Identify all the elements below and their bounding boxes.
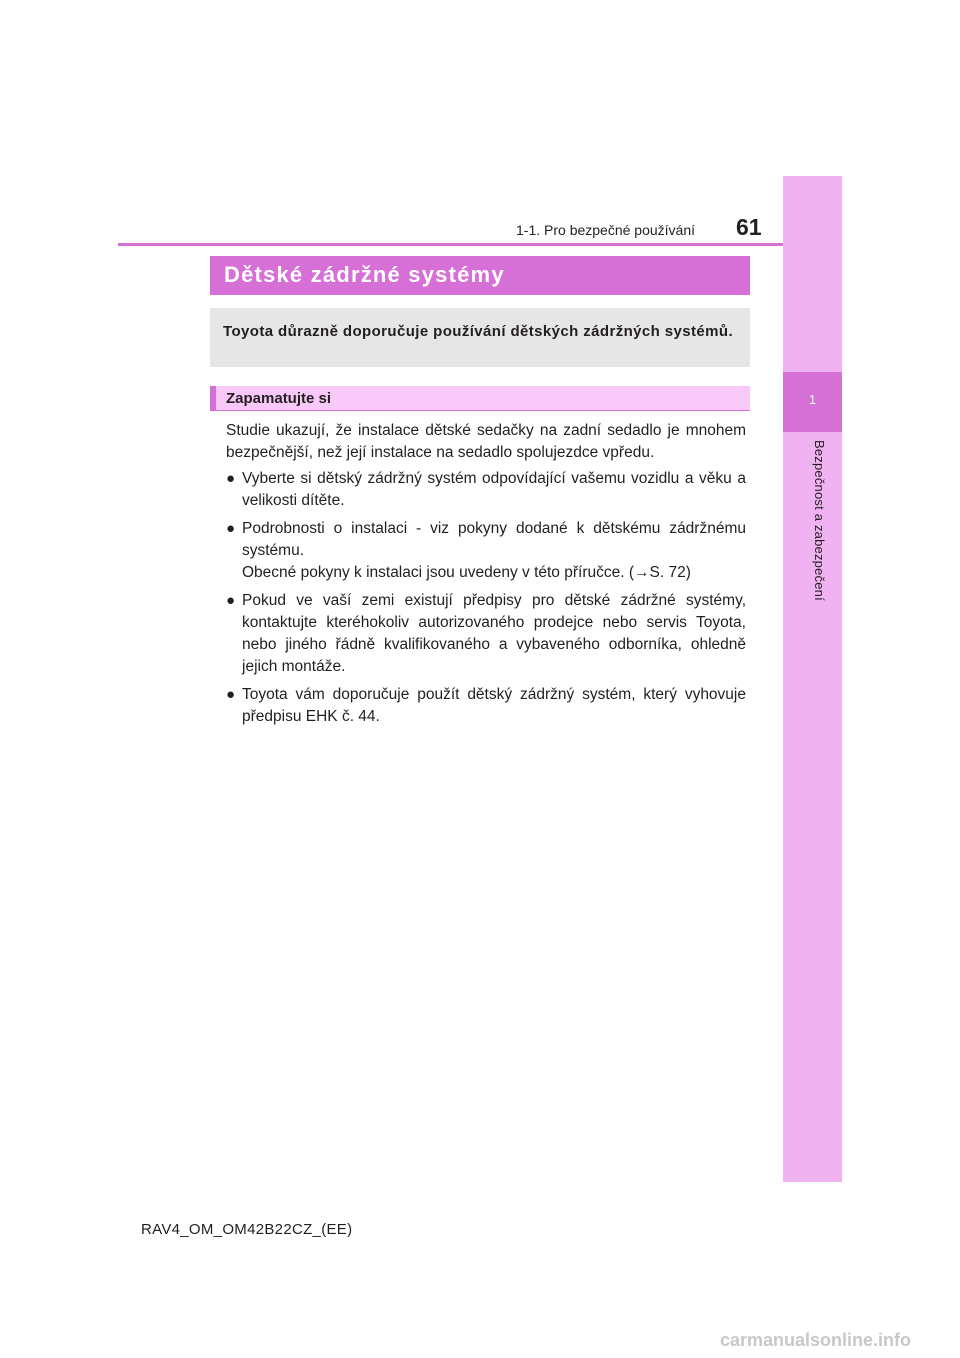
- page-number: 61: [736, 214, 762, 240]
- note-title: Zapamatujte si: [226, 390, 332, 407]
- bullet-item: [226, 518, 746, 584]
- bullet-item: [226, 684, 746, 728]
- bullet-icon: ●: [226, 686, 236, 703]
- title-bar: [210, 256, 750, 295]
- note-paragraph: Studie ukazují, že instalace dětské sedačky na zadní sedadlo je mnohem bezpečnější, než její instalace na sedadlo spolujezdce vpředu.: [226, 422, 746, 461]
- page-title: Dětské zádržné systémy: [224, 262, 505, 287]
- bullet-icon: ●: [226, 470, 236, 487]
- watermark: carmanualsonline.info: [720, 1330, 912, 1350]
- bullet-text: Pokud ve vaší zemi existují předpisy pro dětské zádržné systémy, kontaktujte kteréhokoliv autorizovaného prodejce nebo servis Toyota, nebo jiného řádně kvalifikovaného a vybaveného odborníka, ohledně jejich montáže.: [242, 592, 746, 675]
- note-body: [226, 420, 746, 734]
- chapter-label: Bezpečnost a zabezpečení: [812, 440, 827, 601]
- bullet-extra-text: Obecné pokyny k instalaci jsou uvedeny v této příručce. (→S. 72): [242, 564, 691, 581]
- intro-text: Toyota důrazně doporučuje používání dětských zádržných systémů.: [223, 323, 734, 340]
- header-rule: [118, 243, 783, 246]
- bullet-icon: ●: [226, 592, 236, 609]
- side-tab: [783, 176, 842, 1182]
- chapter-number: 1: [808, 392, 817, 407]
- bullet-text: Vyberte si dětský zádržný systém odpovídající vašemu vozidlu a věku a velikosti dítěte.: [242, 470, 746, 509]
- note-header: [210, 386, 750, 411]
- section-title: 1-1. Pro bezpečné používání: [516, 222, 696, 238]
- intro-box: [210, 308, 750, 367]
- bullet-icon: ●: [226, 520, 236, 537]
- bullet-text: Podrobnosti o instalaci - viz pokyny dodané k dětskému zádržnému systému.: [242, 520, 746, 559]
- bullet-item: [226, 590, 746, 678]
- bullet-item: [226, 468, 746, 512]
- bullet-text: Toyota vám doporučuje použít dětský zádržný systém, který vyhovuje předpisu EHK č. 44.: [242, 686, 746, 725]
- footer-code: RAV4_OM_OM42B22CZ_(EE): [141, 1221, 353, 1238]
